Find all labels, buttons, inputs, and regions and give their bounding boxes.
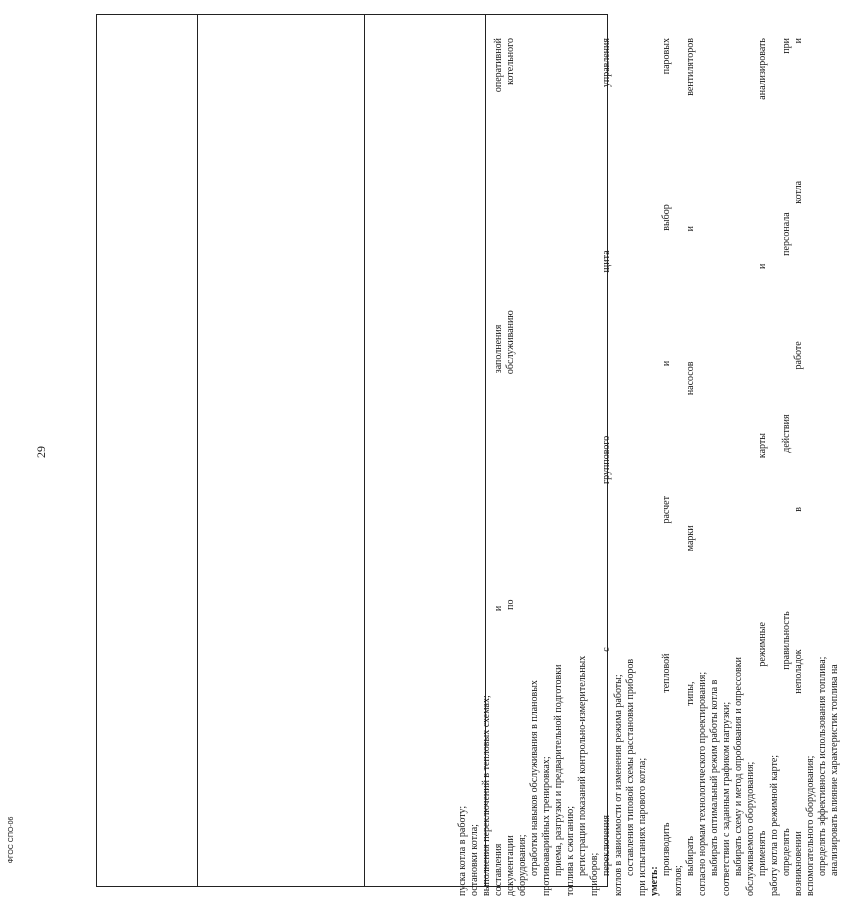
content-line: регистрации показаний контрольно-измерительных <box>577 655 588 876</box>
content-line: уметь: <box>649 866 660 896</box>
content-line: приборов; <box>589 852 600 896</box>
content-line: согласно нормам технологического проектирования; <box>697 671 708 896</box>
content-line: документации по обслуживанию котельного <box>505 38 516 896</box>
content-line: составления типовой схемы расстановки приборов <box>625 658 636 876</box>
content-line: определять правильность действия персонала при <box>781 38 792 876</box>
content-line: определять эффективность использования топлива; <box>817 656 828 876</box>
content-line: выбирать типы, марки насосов и вентиляторов <box>685 38 696 876</box>
content-line: применять режимные карты и анализировать <box>757 38 768 876</box>
content-line: составления и заполнения оперативной <box>493 38 504 896</box>
content-line: приема, разгрузки и предварительной подготовки <box>553 664 564 876</box>
content-line: пуска котла в работу; <box>457 805 468 896</box>
content-line: оборудования; <box>517 834 528 896</box>
content-line: выполнения переключений в тепловых схемах; <box>481 695 492 896</box>
content-line: производить тепловой расчет и выбор паровых <box>661 38 672 876</box>
content-line: вспомогательного оборудования; <box>805 755 816 896</box>
table <box>96 14 840 896</box>
content-line: анализировать влияние характеристик топлива на <box>829 664 840 876</box>
content-line: выбирать оптимальный режим работы котла в <box>709 679 720 876</box>
content-line: соответствии с заданным графиком нагрузки; <box>721 701 732 896</box>
content-line: выбирать схему и метод опробования и опрессовки <box>733 657 744 876</box>
footer-code: ФГОС СПО-06 <box>8 816 15 864</box>
content-line: котлов; <box>673 865 684 896</box>
column-divider <box>197 15 198 886</box>
column-divider <box>364 15 365 886</box>
content-line: котлов в зависимости от изменения режима работы; <box>613 674 624 896</box>
content-line: возникновении неполадок в работе котла и <box>793 38 804 896</box>
content-line: при испытаниях парового котла; <box>637 757 648 896</box>
content-line: обслуживаемого оборудования; <box>745 761 756 896</box>
content-line: остановки котла; <box>469 824 480 896</box>
content-line: топлива к сжиганию; <box>565 805 576 896</box>
content-line: переключения с группового щита управления <box>601 38 612 876</box>
content-line: работу котла по режимной карте; <box>769 754 780 896</box>
competencies-cell <box>455 32 840 902</box>
content-line: противоаварийных тренировках; <box>541 756 552 896</box>
page-number: 29 <box>34 446 48 458</box>
content-line: отработки навыков обслуживания в плановых <box>529 680 540 876</box>
